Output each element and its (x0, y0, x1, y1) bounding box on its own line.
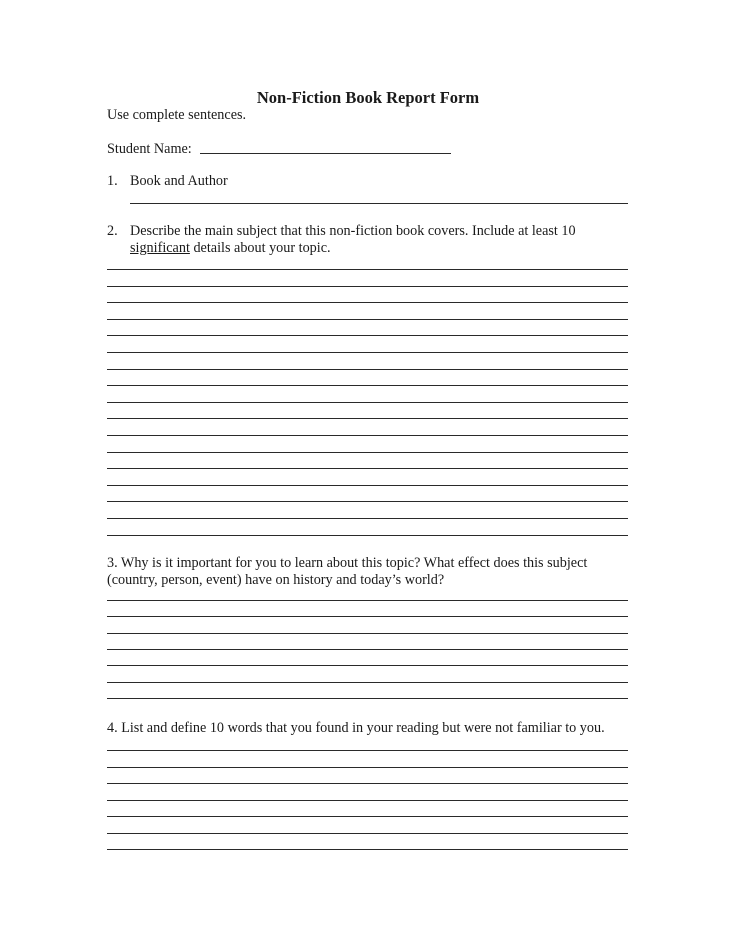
q2-answer-line[interactable] (107, 452, 628, 453)
q2-answer-line[interactable] (107, 402, 628, 403)
question-2-number: 2. (107, 223, 118, 239)
question-1-number: 1. (107, 173, 118, 189)
q3-answer-line[interactable] (107, 682, 628, 683)
q4-answer-line[interactable] (107, 783, 628, 784)
q4-answer-line[interactable] (107, 767, 628, 768)
q2-answer-line[interactable] (107, 335, 628, 336)
significant-emphasis: significant (130, 240, 190, 256)
q3-answer-line[interactable] (107, 649, 628, 650)
q2-answer-line[interactable] (107, 286, 628, 287)
q4-answer-line[interactable] (107, 800, 628, 801)
q2-answer-line[interactable] (107, 302, 628, 303)
student-name-label: Student Name: (107, 141, 192, 157)
question-3-line-1: 3. Why is it important for you to learn about this topic? What effect does this subject (107, 555, 588, 571)
question-3-line-2: (country, person, event) have on history and today’s world? (107, 572, 445, 588)
instructions-text: Use complete sentences. (107, 107, 247, 123)
q3-answer-line[interactable] (107, 616, 628, 617)
q2-answer-line[interactable] (107, 435, 628, 436)
page-title: Non-Fiction Book Report Form (256, 88, 480, 107)
q2-answer-line[interactable] (107, 418, 628, 419)
q3-answer-line[interactable] (107, 665, 628, 666)
q3-answer-line[interactable] (107, 633, 628, 634)
question-2-line-2-rest: details about your topic. (189, 240, 331, 256)
q2-answer-line[interactable] (107, 501, 628, 502)
question-2-line-1: Describe the main subject that this non-fiction book covers. Include at least 10 (130, 223, 576, 239)
q2-answer-line[interactable] (107, 485, 628, 486)
q2-answer-line[interactable] (107, 385, 628, 386)
question-2-line-2 (130, 240, 331, 257)
q1-answer-line[interactable] (130, 203, 628, 204)
q4-answer-line[interactable] (107, 816, 628, 817)
q4-answer-line[interactable] (107, 833, 628, 834)
student-name-field[interactable] (200, 153, 451, 154)
q2-answer-line[interactable] (107, 269, 628, 270)
q2-answer-line[interactable] (107, 518, 628, 519)
q2-answer-line[interactable] (107, 468, 628, 469)
q2-answer-line[interactable] (107, 319, 628, 320)
question-4-line-1: 4. List and define 10 words that you found in your reading but were not familiar to you. (107, 720, 605, 736)
q4-answer-line[interactable] (107, 849, 628, 850)
q3-answer-line[interactable] (107, 600, 628, 601)
q2-answer-line[interactable] (107, 369, 628, 370)
q2-answer-line[interactable] (107, 352, 628, 353)
question-1-text: Book and Author (130, 173, 228, 189)
q3-answer-line[interactable] (107, 698, 628, 699)
q2-answer-line[interactable] (107, 535, 628, 536)
q4-answer-line[interactable] (107, 750, 628, 751)
